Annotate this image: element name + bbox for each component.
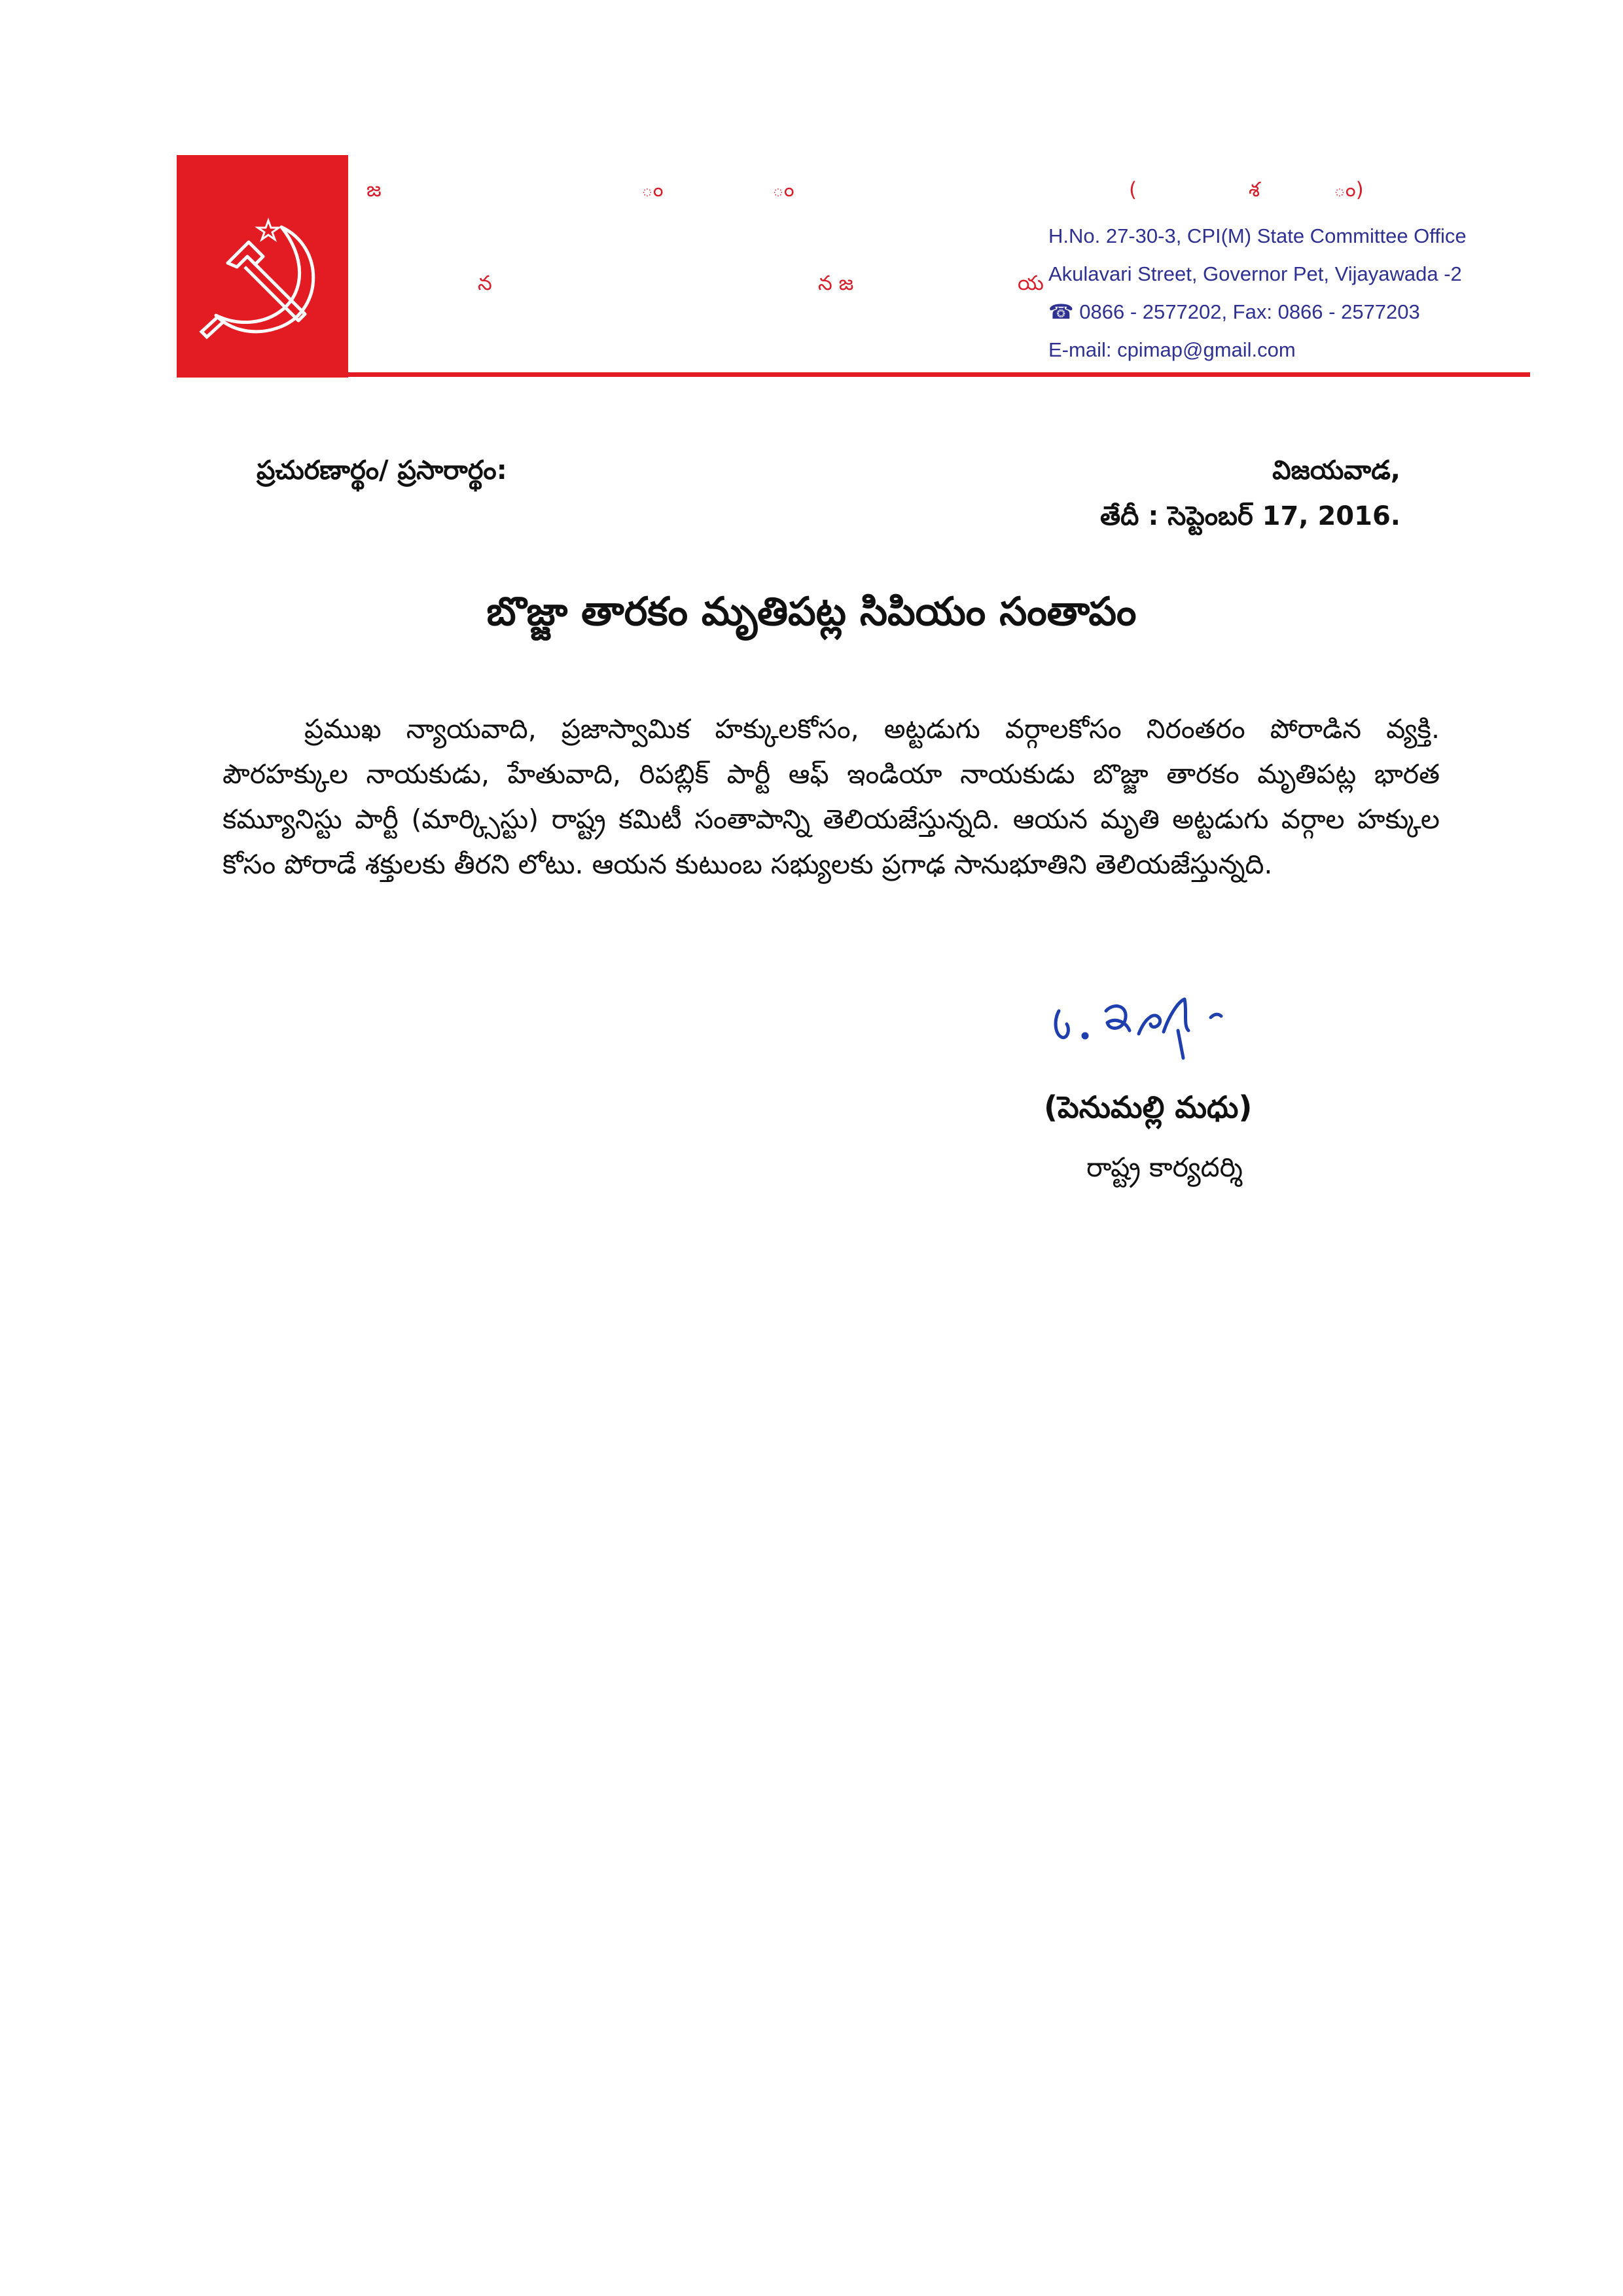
signer-designation: రాష్ట్ర కార్యదర్శి xyxy=(1086,1152,1243,1183)
header-divider xyxy=(332,372,1530,377)
press-release-title: బొజ్జా తారకం మృతిపట్ల సిపియం సంతాపం xyxy=(486,589,1137,635)
letterhead-fragment: న జ xyxy=(818,272,854,295)
letterhead-fragment: ( xyxy=(1129,178,1137,202)
phone-fax-text: 0866 - 2577202, Fax: 0866 - 2577203 xyxy=(1079,300,1420,323)
letterhead-fragment: న xyxy=(478,272,492,295)
date-label: తేదీ : సెప్టెంబర్ 17, 2016. xyxy=(1100,501,1400,531)
letterhead-fragment: శ xyxy=(1249,178,1260,202)
press-release-body: ప్రముఖ న్యాయవాది, ప్రజాస్వామిక హక్కులకోసం, అట్టడుగు వర్గాలకోసం నిరంతరం పోరాడిన వ్యక్తి. పౌరహక్కుల నాయకుడు, హేతువాది, రిపబ్లిక్ పార్టీ ఆఫ్ ఇండియా నాయకుడు బొజ్జా తారకం మృతిపట్ల భారత కమ్యూనిస్టు పార్టీ (మార్క్సిస్టు) రాష్ట్ర కమిటీ సంతాపాన్ని తెలియజేస్తున్నది. ఆయన మృతి అట్టడుగు వర్గాల హక్కుల కోసం పోరాడే శక్తులకు తీరని లోటు. ఆయన కుటుంబ సభ్యులకు ప్రగాఢ సానుభూతిని తెలియజేస్తున్నది. xyxy=(223,713,1440,880)
address-line: H.No. 27-30-3, CPI(M) State Committee Office xyxy=(1048,224,1467,247)
phone-icon: ☎ xyxy=(1048,300,1074,323)
letterhead-fragment: జ xyxy=(366,178,382,202)
letterhead-fragment: ం) xyxy=(1334,178,1364,202)
address-line: Akulavari Street, Governor Pet, Vijayawada -2 xyxy=(1048,262,1462,285)
phone-line xyxy=(1048,300,1420,324)
handwritten-signature xyxy=(1047,985,1309,1076)
letterhead-fragment: ం xyxy=(641,178,664,202)
letterhead-fragment: ం xyxy=(772,178,794,202)
letterhead-title-row xyxy=(0,178,1623,204)
release-label: ప్రచురణార్థం/ ప్రసారార్థం: xyxy=(257,455,507,486)
signer-name: (పెనుమల్లి మధు) xyxy=(1044,1089,1253,1125)
place-label: విజయవాడ, xyxy=(1272,455,1400,486)
email-line: E-mail: cpimap@gmail.com xyxy=(1048,338,1296,361)
letterhead-fragment: య xyxy=(1018,272,1044,295)
